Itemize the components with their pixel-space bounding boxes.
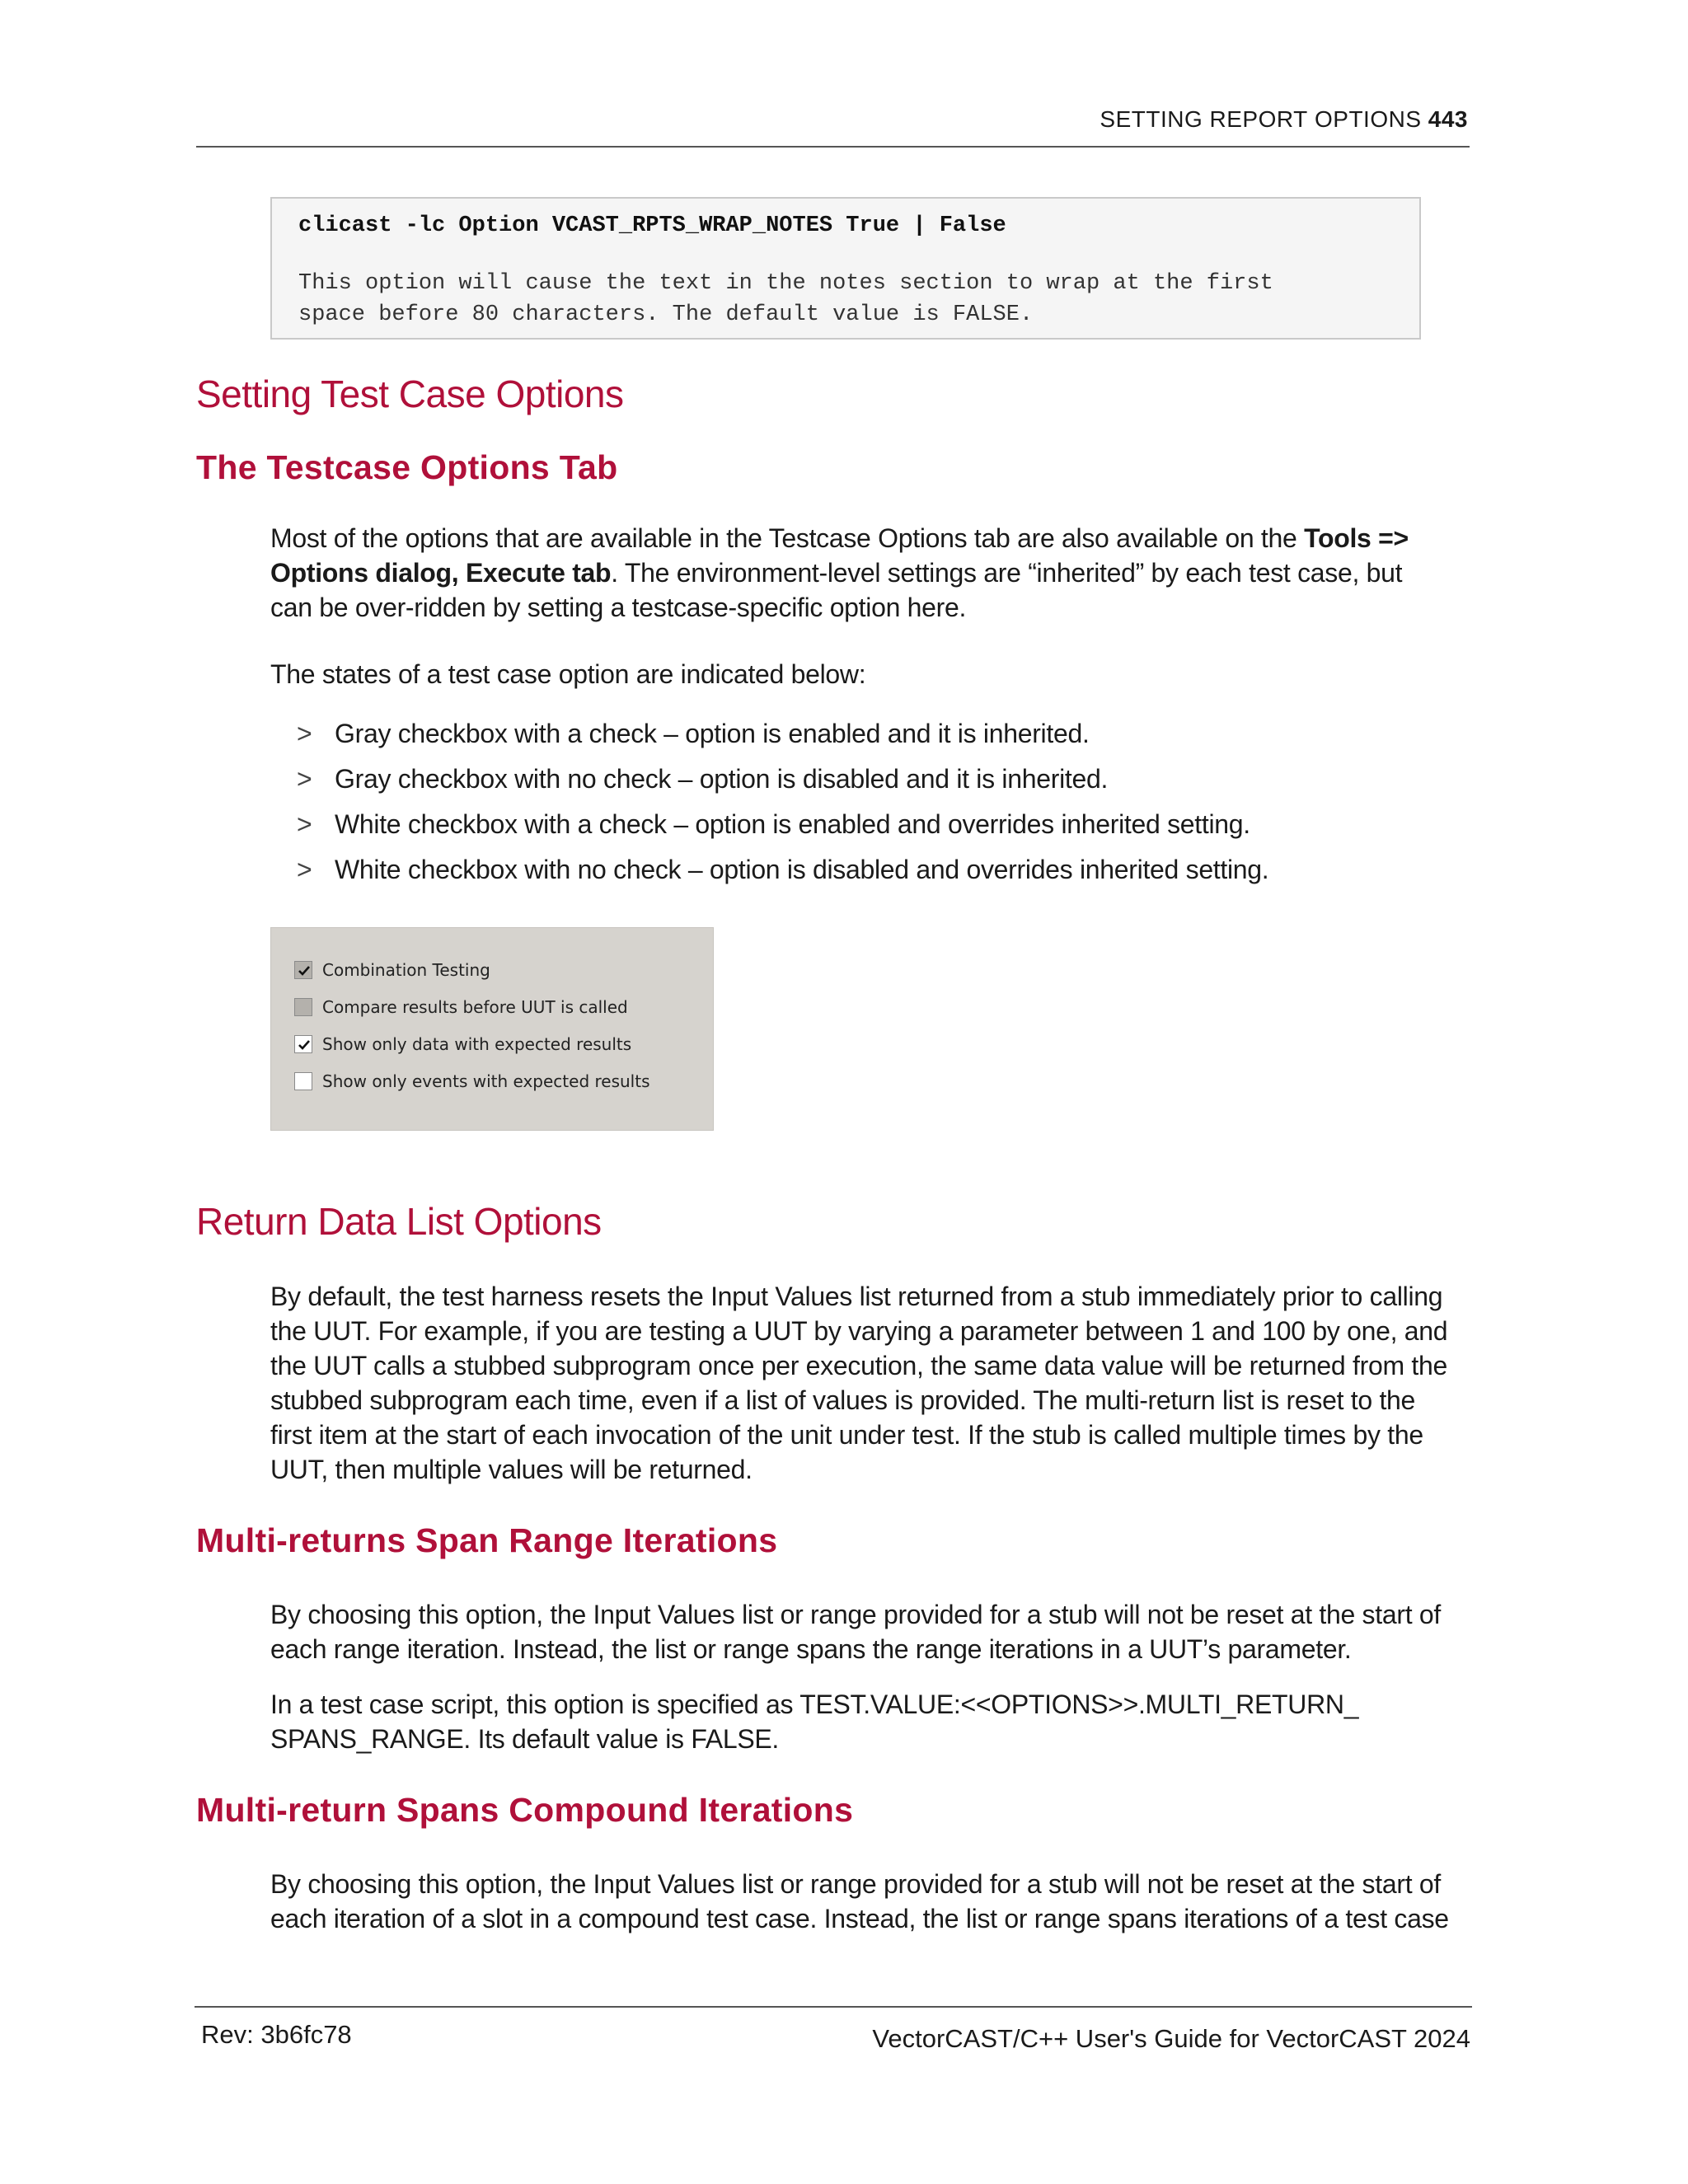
paragraph-states-intro: The states of a test case option are indicated below: (270, 659, 866, 689)
footer-revision: Rev: 3b6fc78 (201, 2020, 352, 2049)
checkbox-gray-unchecked[interactable] (294, 998, 312, 1016)
checkbox-gray-checked[interactable] (294, 961, 312, 979)
check-icon (297, 963, 312, 978)
checkbox-white-checked[interactable] (294, 1035, 312, 1053)
check-icon (297, 1038, 312, 1052)
footer-title: VectorCAST/C++ User's Guide for VectorCAST 2024 (872, 2024, 1470, 2053)
paragraph-testcase-options: Most of the options that are available in the Testcase Options tab are also available on the Tools => Options dialog, Execute tab. The environment-level settings are “inherited” by each test case, but can be over-ridden by setting a testcase-specific option here. (270, 523, 1409, 622)
checkbox-white-unchecked[interactable] (294, 1072, 312, 1090)
heading-testcase-options-tab: The Testcase Options Tab (196, 448, 618, 486)
heading-multi-return-spans-compound: Multi-return Spans Compound Iterations (196, 1791, 854, 1829)
heading-setting-test-case-options: Setting Test Case Options (196, 373, 624, 415)
code-command: clicast -lc Option VCAST_RPTS_WRAP_NOTES True | False (298, 213, 1006, 238)
paragraph-span-range-2: In a test case script, this option is specified as TEST.VALUE:<<OPTIONS>>.MULTI_RETURN_ SPANS_RANGE. Its default value is FALSE. (270, 1690, 1359, 1754)
paragraph-spans-compound: By choosing this option, the Input Values list or range provided for a stub will not be reset at the start of each iteration of a slot in a compound test case. Instead, the list or range spans iterations of a test case (270, 1869, 1449, 1933)
page-number: 443 (1428, 106, 1468, 132)
heading-return-data-list-options: Return Data List Options (196, 1200, 602, 1243)
footer-divider (195, 2006, 1472, 2008)
code-description: This option will cause the text in the notes section to wrap at the first space before 80 characters. The default value is FALSE. (298, 271, 1273, 327)
paragraph-span-range-1: By choosing this option, the Input Values list or range provided for a stub will not be reset at the start of each range iteration. Instead, the list or range spans the range iterations in a UUT’s parameter. (270, 1600, 1441, 1664)
page-header (196, 103, 1470, 148)
checkbox-states-screenshot: Combination Testing Compare results before UUT is called Show only data with expected results Show only events with expected results (270, 927, 714, 1131)
running-header: SETTING REPORT OPTIONS 443 (1100, 106, 1468, 132)
paragraph-return-data: By default, the test harness resets the Input Values list returned from a stub immediately prior to calling the UUT. For example, if you are testing a UUT by varying a parameter between 1 and 100 by one, and the UUT calls a stubbed subprogram once per execution, the same data value will be returned from the stubbed subprogram each time, even if a list of values is provided. The multi-return list is reset to the first item at the start of each invocation of the unit under test. If the stub is called multiple times by the UUT, then multiple values will be returned. (270, 1282, 1448, 1484)
heading-multi-returns-span-range: Multi-returns Span Range Iterations (196, 1521, 778, 1559)
code-block (270, 197, 1421, 340)
